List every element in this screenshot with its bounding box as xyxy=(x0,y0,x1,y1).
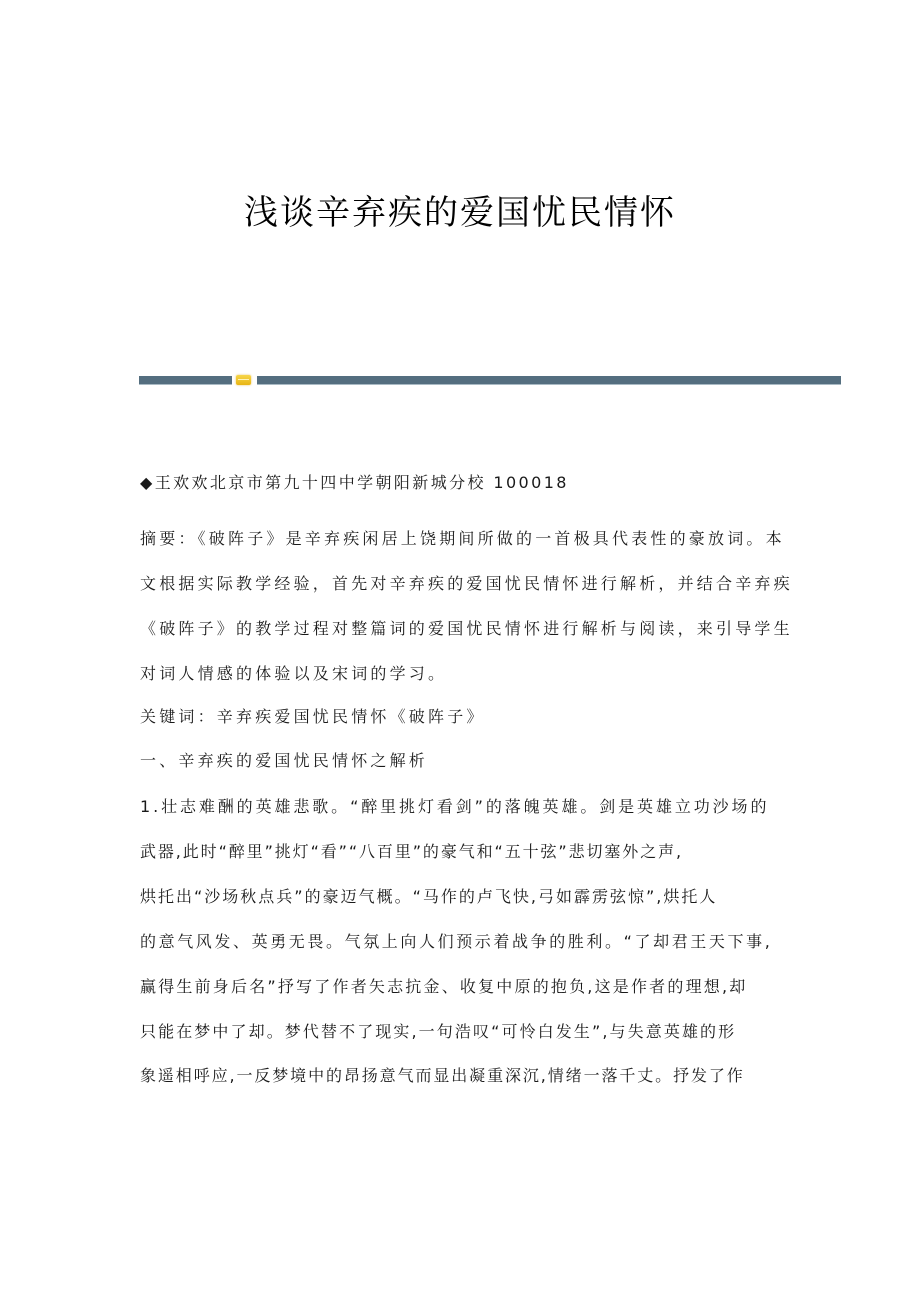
section-body-line: 烘托出“沙场秋点兵”的豪迈气概。“马作的卢飞快,弓如霹雳弦惊”,烘托人 xyxy=(140,887,718,906)
section-body-line: 武器,此时“醉里”挑灯“看”“八百里”的豪气和“五十弦”悲切塞外之声, xyxy=(140,842,683,861)
divider-bar-right xyxy=(257,376,841,385)
section-body-line: 的意气风发、英勇无畏。气氛上向人们预示着战争的胜利。“了却君王天下事, xyxy=(140,932,773,951)
title-divider xyxy=(139,375,841,385)
abstract-line: 文根据实际教学经验，首先对辛弃疾的爱国忧民情怀进行解析，并结合辛弃疾 xyxy=(140,574,793,593)
section-heading: 一、辛弃疾的爱国忧民情怀之解析 xyxy=(140,751,429,770)
section-body-line: 只能在梦中了却。梦代替不了现实,一句浩叹“可怜白发生”,与失意英雄的形 xyxy=(140,1022,737,1041)
section-body-line: 1.壮志难酬的英雄悲歌。“醉里挑灯看剑”的落魄英雄。剑是英雄立功沙场的 xyxy=(140,797,770,816)
page-title: 浅谈辛弃疾的爱国忧民情怀 xyxy=(244,193,676,233)
abstract-line: 对词人情感的体验以及宋词的学习。 xyxy=(140,664,448,683)
abstract-line: 摘要：《破阵子》是辛弃疾闲居上饶期间所做的一首极具代表性的豪放词。本 xyxy=(140,529,785,548)
section-body-line: 赢得生前身后名”抒写了作者矢志抗金、收复中原的抱负,这是作者的理想,却 xyxy=(140,977,748,996)
divider-bar-left xyxy=(139,376,232,385)
section-body-line: 象遥相呼应,一反梦境中的昂扬意气而显出凝重深沉,情绪一落千丈。抒发了作 xyxy=(140,1066,745,1085)
gold-bar-ornament-icon xyxy=(236,375,251,385)
keywords-line: 关键词：辛弃疾爱国忧民情怀《破阵子》 xyxy=(140,707,486,726)
abstract-line: 《破阵子》的教学过程对整篇词的爱国忧民情怀进行解析与阅读，来引导学生 xyxy=(140,619,793,638)
author-line: ◆王欢欢北京市第九十四中学朝阳新城分校 100018 xyxy=(140,473,569,492)
